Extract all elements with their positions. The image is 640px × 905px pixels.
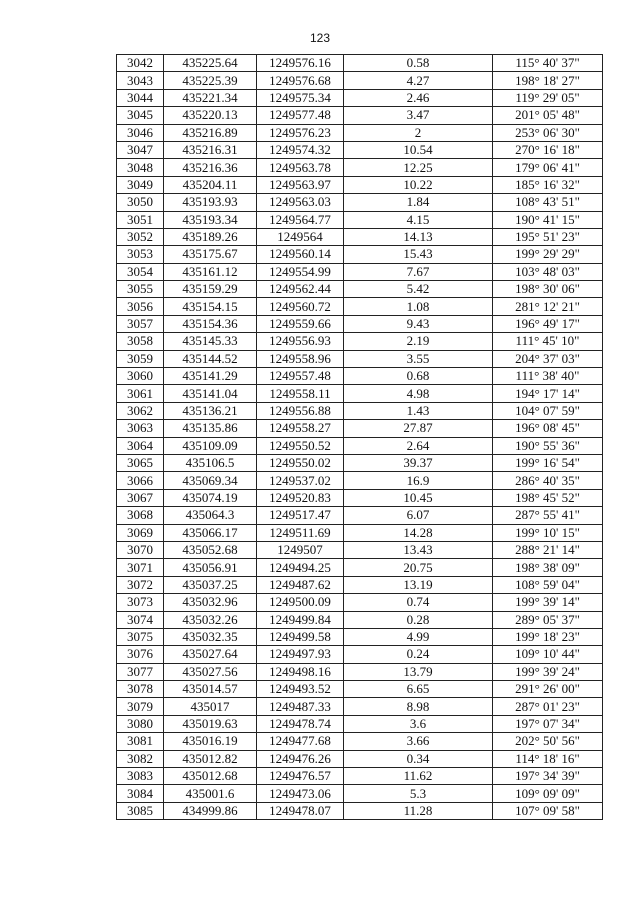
point-number-cell: 3085 [117, 802, 164, 819]
distance-cell: 15.43 [344, 246, 493, 263]
distance-cell: 12.25 [344, 159, 493, 176]
bearing-cell: 104° 07' 59" [493, 402, 603, 419]
point-number-cell: 3069 [117, 524, 164, 541]
table-row [117, 750, 603, 767]
point-number-cell: 3051 [117, 211, 164, 228]
point-number-cell: 3073 [117, 594, 164, 611]
point-number-cell: 3058 [117, 333, 164, 350]
point-number-cell: 3077 [117, 663, 164, 680]
table-row [117, 124, 603, 141]
x-coordinate-cell: 435032.26 [164, 611, 257, 628]
bearing-cell: 115° 40' 37" [493, 55, 603, 72]
y-coordinate-cell: 1249478.74 [257, 715, 344, 732]
bearing-cell: 111° 45' 10" [493, 333, 603, 350]
distance-cell: 3.6 [344, 715, 493, 732]
y-coordinate-cell: 1249556.88 [257, 402, 344, 419]
distance-cell: 8.98 [344, 698, 493, 715]
y-coordinate-cell: 1249564.77 [257, 211, 344, 228]
bearing-cell: 199° 16' 54" [493, 454, 603, 471]
y-coordinate-cell: 1249487.62 [257, 576, 344, 593]
table-row [117, 228, 603, 245]
distance-cell: 10.45 [344, 489, 493, 506]
table-row [117, 698, 603, 715]
distance-cell: 9.43 [344, 315, 493, 332]
bearing-cell: 198° 38' 09" [493, 559, 603, 576]
y-coordinate-cell: 1249550.52 [257, 437, 344, 454]
table-row [117, 298, 603, 315]
bearing-cell: 179° 06' 41" [493, 159, 603, 176]
point-number-cell: 3048 [117, 159, 164, 176]
x-coordinate-cell: 435032.96 [164, 594, 257, 611]
point-number-cell: 3047 [117, 141, 164, 158]
x-coordinate-cell: 435135.86 [164, 420, 257, 437]
x-coordinate-cell: 435014.57 [164, 681, 257, 698]
x-coordinate-cell: 435220.13 [164, 107, 257, 124]
distance-cell: 11.28 [344, 802, 493, 819]
table-row [117, 768, 603, 785]
y-coordinate-cell: 1249559.66 [257, 315, 344, 332]
y-coordinate-cell: 1249576.68 [257, 72, 344, 89]
y-coordinate-cell: 1249499.84 [257, 611, 344, 628]
point-number-cell: 3043 [117, 72, 164, 89]
point-number-cell: 3053 [117, 246, 164, 263]
x-coordinate-cell: 435069.34 [164, 472, 257, 489]
point-number-cell: 3057 [117, 315, 164, 332]
distance-cell: 6.07 [344, 507, 493, 524]
y-coordinate-cell: 1249507 [257, 541, 344, 558]
x-coordinate-cell: 435074.19 [164, 489, 257, 506]
x-coordinate-cell: 435001.6 [164, 785, 257, 802]
y-coordinate-cell: 1249511.69 [257, 524, 344, 541]
point-number-cell: 3044 [117, 89, 164, 106]
table-row [117, 576, 603, 593]
point-number-cell: 3061 [117, 385, 164, 402]
x-coordinate-cell: 435066.17 [164, 524, 257, 541]
bearing-cell: 196° 08' 45" [493, 420, 603, 437]
table-row [117, 333, 603, 350]
bearing-cell: 190° 41' 15" [493, 211, 603, 228]
bearing-cell: 204° 37' 03" [493, 350, 603, 367]
distance-cell: 0.68 [344, 368, 493, 385]
point-number-cell: 3063 [117, 420, 164, 437]
y-coordinate-cell: 1249562.44 [257, 281, 344, 298]
bearing-cell: 199° 39' 14" [493, 594, 603, 611]
x-coordinate-cell: 435109.09 [164, 437, 257, 454]
x-coordinate-cell: 435017 [164, 698, 257, 715]
table-row [117, 246, 603, 263]
bearing-cell: 119° 29' 05" [493, 89, 603, 106]
bearing-cell: 109° 09' 09" [493, 785, 603, 802]
table-row [117, 715, 603, 732]
distance-cell: 13.19 [344, 576, 493, 593]
y-coordinate-cell: 1249499.58 [257, 628, 344, 645]
bearing-cell: 114° 18' 16" [493, 750, 603, 767]
table-row [117, 263, 603, 280]
bearing-cell: 198° 30' 06" [493, 281, 603, 298]
point-number-cell: 3054 [117, 263, 164, 280]
distance-cell: 3.66 [344, 733, 493, 750]
y-coordinate-cell: 1249554.99 [257, 263, 344, 280]
y-coordinate-cell: 1249500.09 [257, 594, 344, 611]
distance-cell: 13.43 [344, 541, 493, 558]
point-number-cell: 3065 [117, 454, 164, 471]
y-coordinate-cell: 1249563.03 [257, 194, 344, 211]
table-row [117, 785, 603, 802]
y-coordinate-cell: 1249576.16 [257, 55, 344, 72]
point-number-cell: 3081 [117, 733, 164, 750]
x-coordinate-cell: 435136.21 [164, 402, 257, 419]
point-number-cell: 3067 [117, 489, 164, 506]
x-coordinate-cell: 434999.86 [164, 802, 257, 819]
bearing-cell: 253° 06' 30" [493, 124, 603, 141]
table-row [117, 420, 603, 437]
distance-cell: 13.79 [344, 663, 493, 680]
point-number-cell: 3076 [117, 646, 164, 663]
x-coordinate-cell: 435154.15 [164, 298, 257, 315]
x-coordinate-cell: 435189.26 [164, 228, 257, 245]
table-row [117, 646, 603, 663]
table-row [117, 385, 603, 402]
point-number-cell: 3071 [117, 559, 164, 576]
y-coordinate-cell: 1249556.93 [257, 333, 344, 350]
point-number-cell: 3046 [117, 124, 164, 141]
y-coordinate-cell: 1249575.34 [257, 89, 344, 106]
point-number-cell: 3083 [117, 768, 164, 785]
y-coordinate-cell: 1249520.83 [257, 489, 344, 506]
point-number-cell: 3056 [117, 298, 164, 315]
point-number-cell: 3078 [117, 681, 164, 698]
y-coordinate-cell: 1249560.14 [257, 246, 344, 263]
coordinates-table-body [117, 55, 603, 820]
y-coordinate-cell: 1249487.33 [257, 698, 344, 715]
point-number-cell: 3045 [117, 107, 164, 124]
x-coordinate-cell: 435012.68 [164, 768, 257, 785]
distance-cell: 5.42 [344, 281, 493, 298]
bearing-cell: 198° 45' 52" [493, 489, 603, 506]
x-coordinate-cell: 435019.63 [164, 715, 257, 732]
distance-cell: 4.27 [344, 72, 493, 89]
bearing-cell: 281° 12' 21" [493, 298, 603, 315]
y-coordinate-cell: 1249497.93 [257, 646, 344, 663]
distance-cell: 39.37 [344, 454, 493, 471]
bearing-cell: 286° 40' 35" [493, 472, 603, 489]
x-coordinate-cell: 435154.36 [164, 315, 257, 332]
distance-cell: 6.65 [344, 681, 493, 698]
distance-cell: 2 [344, 124, 493, 141]
bearing-cell: 291° 26' 00" [493, 681, 603, 698]
y-coordinate-cell: 1249558.11 [257, 385, 344, 402]
coordinates-table [116, 54, 603, 820]
point-number-cell: 3075 [117, 628, 164, 645]
x-coordinate-cell: 435159.29 [164, 281, 257, 298]
table-row [117, 159, 603, 176]
bearing-cell: 202° 50' 56" [493, 733, 603, 750]
x-coordinate-cell: 435016.19 [164, 733, 257, 750]
table-row [117, 350, 603, 367]
point-number-cell: 3055 [117, 281, 164, 298]
distance-cell: 1.43 [344, 402, 493, 419]
x-coordinate-cell: 435027.64 [164, 646, 257, 663]
x-coordinate-cell: 435012.82 [164, 750, 257, 767]
y-coordinate-cell: 1249494.25 [257, 559, 344, 576]
distance-cell: 7.67 [344, 263, 493, 280]
point-number-cell: 3070 [117, 541, 164, 558]
point-number-cell: 3059 [117, 350, 164, 367]
y-coordinate-cell: 1249517.47 [257, 507, 344, 524]
x-coordinate-cell: 435141.29 [164, 368, 257, 385]
x-coordinate-cell: 435204.11 [164, 176, 257, 193]
x-coordinate-cell: 435056.91 [164, 559, 257, 576]
point-number-cell: 3066 [117, 472, 164, 489]
x-coordinate-cell: 435037.25 [164, 576, 257, 593]
distance-cell: 0.58 [344, 55, 493, 72]
bearing-cell: 201° 05' 48" [493, 107, 603, 124]
bearing-cell: 196° 49' 17" [493, 315, 603, 332]
bearing-cell: 199° 29' 29" [493, 246, 603, 263]
distance-cell: 0.24 [344, 646, 493, 663]
distance-cell: 1.84 [344, 194, 493, 211]
distance-cell: 0.28 [344, 611, 493, 628]
table-row [117, 489, 603, 506]
distance-cell: 4.99 [344, 628, 493, 645]
bearing-cell: 287° 01' 23" [493, 698, 603, 715]
bearing-cell: 190° 55' 36" [493, 437, 603, 454]
x-coordinate-cell: 435027.56 [164, 663, 257, 680]
y-coordinate-cell: 1249560.72 [257, 298, 344, 315]
x-coordinate-cell: 435064.3 [164, 507, 257, 524]
table-row [117, 437, 603, 454]
table-row [117, 524, 603, 541]
table-row [117, 681, 603, 698]
distance-cell: 10.54 [344, 141, 493, 158]
bearing-cell: 199° 39' 24" [493, 663, 603, 680]
y-coordinate-cell: 1249478.07 [257, 802, 344, 819]
x-coordinate-cell: 435141.04 [164, 385, 257, 402]
x-coordinate-cell: 435193.34 [164, 211, 257, 228]
table-row [117, 802, 603, 819]
distance-cell: 0.74 [344, 594, 493, 611]
y-coordinate-cell: 1249476.57 [257, 768, 344, 785]
bearing-cell: 107° 09' 58" [493, 802, 603, 819]
bearing-cell: 199° 10' 15" [493, 524, 603, 541]
distance-cell: 20.75 [344, 559, 493, 576]
point-number-cell: 3060 [117, 368, 164, 385]
y-coordinate-cell: 1249558.27 [257, 420, 344, 437]
point-number-cell: 3084 [117, 785, 164, 802]
table-row [117, 194, 603, 211]
distance-cell: 14.28 [344, 524, 493, 541]
distance-cell: 2.19 [344, 333, 493, 350]
table-row [117, 628, 603, 645]
table-row [117, 89, 603, 106]
distance-cell: 11.62 [344, 768, 493, 785]
x-coordinate-cell: 435216.31 [164, 141, 257, 158]
bearing-cell: 197° 34' 39" [493, 768, 603, 785]
y-coordinate-cell: 1249493.52 [257, 681, 344, 698]
bearing-cell: 111° 38' 40" [493, 368, 603, 385]
y-coordinate-cell: 1249577.48 [257, 107, 344, 124]
table-row [117, 176, 603, 193]
page-number: 123 [309, 31, 331, 45]
y-coordinate-cell: 1249550.02 [257, 454, 344, 471]
bearing-cell: 198° 18' 27" [493, 72, 603, 89]
bearing-cell: 108° 43' 51" [493, 194, 603, 211]
y-coordinate-cell: 1249473.06 [257, 785, 344, 802]
x-coordinate-cell: 435193.93 [164, 194, 257, 211]
point-number-cell: 3064 [117, 437, 164, 454]
bearing-cell: 108° 59' 04" [493, 576, 603, 593]
x-coordinate-cell: 435144.52 [164, 350, 257, 367]
y-coordinate-cell: 1249576.23 [257, 124, 344, 141]
bearing-cell: 197° 07' 34" [493, 715, 603, 732]
x-coordinate-cell: 435216.36 [164, 159, 257, 176]
distance-cell: 4.98 [344, 385, 493, 402]
table-row [117, 368, 603, 385]
point-number-cell: 3074 [117, 611, 164, 628]
point-number-cell: 3042 [117, 55, 164, 72]
distance-cell: 16.9 [344, 472, 493, 489]
table-row [117, 663, 603, 680]
distance-cell: 0.34 [344, 750, 493, 767]
bearing-cell: 288° 21' 14" [493, 541, 603, 558]
x-coordinate-cell: 435106.5 [164, 454, 257, 471]
y-coordinate-cell: 1249477.68 [257, 733, 344, 750]
distance-cell: 10.22 [344, 176, 493, 193]
y-coordinate-cell: 1249498.16 [257, 663, 344, 680]
table-row [117, 281, 603, 298]
distance-cell: 14.13 [344, 228, 493, 245]
y-coordinate-cell: 1249563.97 [257, 176, 344, 193]
y-coordinate-cell: 1249537.02 [257, 472, 344, 489]
table-row [117, 211, 603, 228]
y-coordinate-cell: 1249557.48 [257, 368, 344, 385]
distance-cell: 3.47 [344, 107, 493, 124]
table-row [117, 472, 603, 489]
y-coordinate-cell: 1249563.78 [257, 159, 344, 176]
point-number-cell: 3050 [117, 194, 164, 211]
table-row [117, 55, 603, 72]
bearing-cell: 194° 17' 14" [493, 385, 603, 402]
bearing-cell: 287° 55' 41" [493, 507, 603, 524]
y-coordinate-cell: 1249574.32 [257, 141, 344, 158]
point-number-cell: 3068 [117, 507, 164, 524]
bearing-cell: 103° 48' 03" [493, 263, 603, 280]
table-row [117, 594, 603, 611]
point-number-cell: 3052 [117, 228, 164, 245]
y-coordinate-cell: 1249476.26 [257, 750, 344, 767]
point-number-cell: 3049 [117, 176, 164, 193]
point-number-cell: 3079 [117, 698, 164, 715]
point-number-cell: 3082 [117, 750, 164, 767]
distance-cell: 4.15 [344, 211, 493, 228]
bearing-cell: 109° 10' 44" [493, 646, 603, 663]
table-row [117, 107, 603, 124]
y-coordinate-cell: 1249558.96 [257, 350, 344, 367]
bearing-cell: 270° 16' 18" [493, 141, 603, 158]
distance-cell: 3.55 [344, 350, 493, 367]
x-coordinate-cell: 435052.68 [164, 541, 257, 558]
table-row [117, 402, 603, 419]
bearing-cell: 199° 18' 23" [493, 628, 603, 645]
x-coordinate-cell: 435145.33 [164, 333, 257, 350]
y-coordinate-cell: 1249564 [257, 228, 344, 245]
x-coordinate-cell: 435221.34 [164, 89, 257, 106]
table-row [117, 733, 603, 750]
table-row [117, 72, 603, 89]
table-row [117, 454, 603, 471]
table-row [117, 315, 603, 332]
distance-cell: 2.64 [344, 437, 493, 454]
table-row [117, 541, 603, 558]
distance-cell: 2.46 [344, 89, 493, 106]
point-number-cell: 3062 [117, 402, 164, 419]
table-row [117, 141, 603, 158]
x-coordinate-cell: 435175.67 [164, 246, 257, 263]
bearing-cell: 289° 05' 37" [493, 611, 603, 628]
x-coordinate-cell: 435225.64 [164, 55, 257, 72]
distance-cell: 1.08 [344, 298, 493, 315]
table-row [117, 507, 603, 524]
distance-cell: 27.87 [344, 420, 493, 437]
x-coordinate-cell: 435032.35 [164, 628, 257, 645]
point-number-cell: 3080 [117, 715, 164, 732]
point-number-cell: 3072 [117, 576, 164, 593]
table-row [117, 611, 603, 628]
x-coordinate-cell: 435161.12 [164, 263, 257, 280]
x-coordinate-cell: 435225.39 [164, 72, 257, 89]
bearing-cell: 195° 51' 23" [493, 228, 603, 245]
table-row [117, 559, 603, 576]
x-coordinate-cell: 435216.89 [164, 124, 257, 141]
bearing-cell: 185° 16' 32" [493, 176, 603, 193]
distance-cell: 5.3 [344, 785, 493, 802]
